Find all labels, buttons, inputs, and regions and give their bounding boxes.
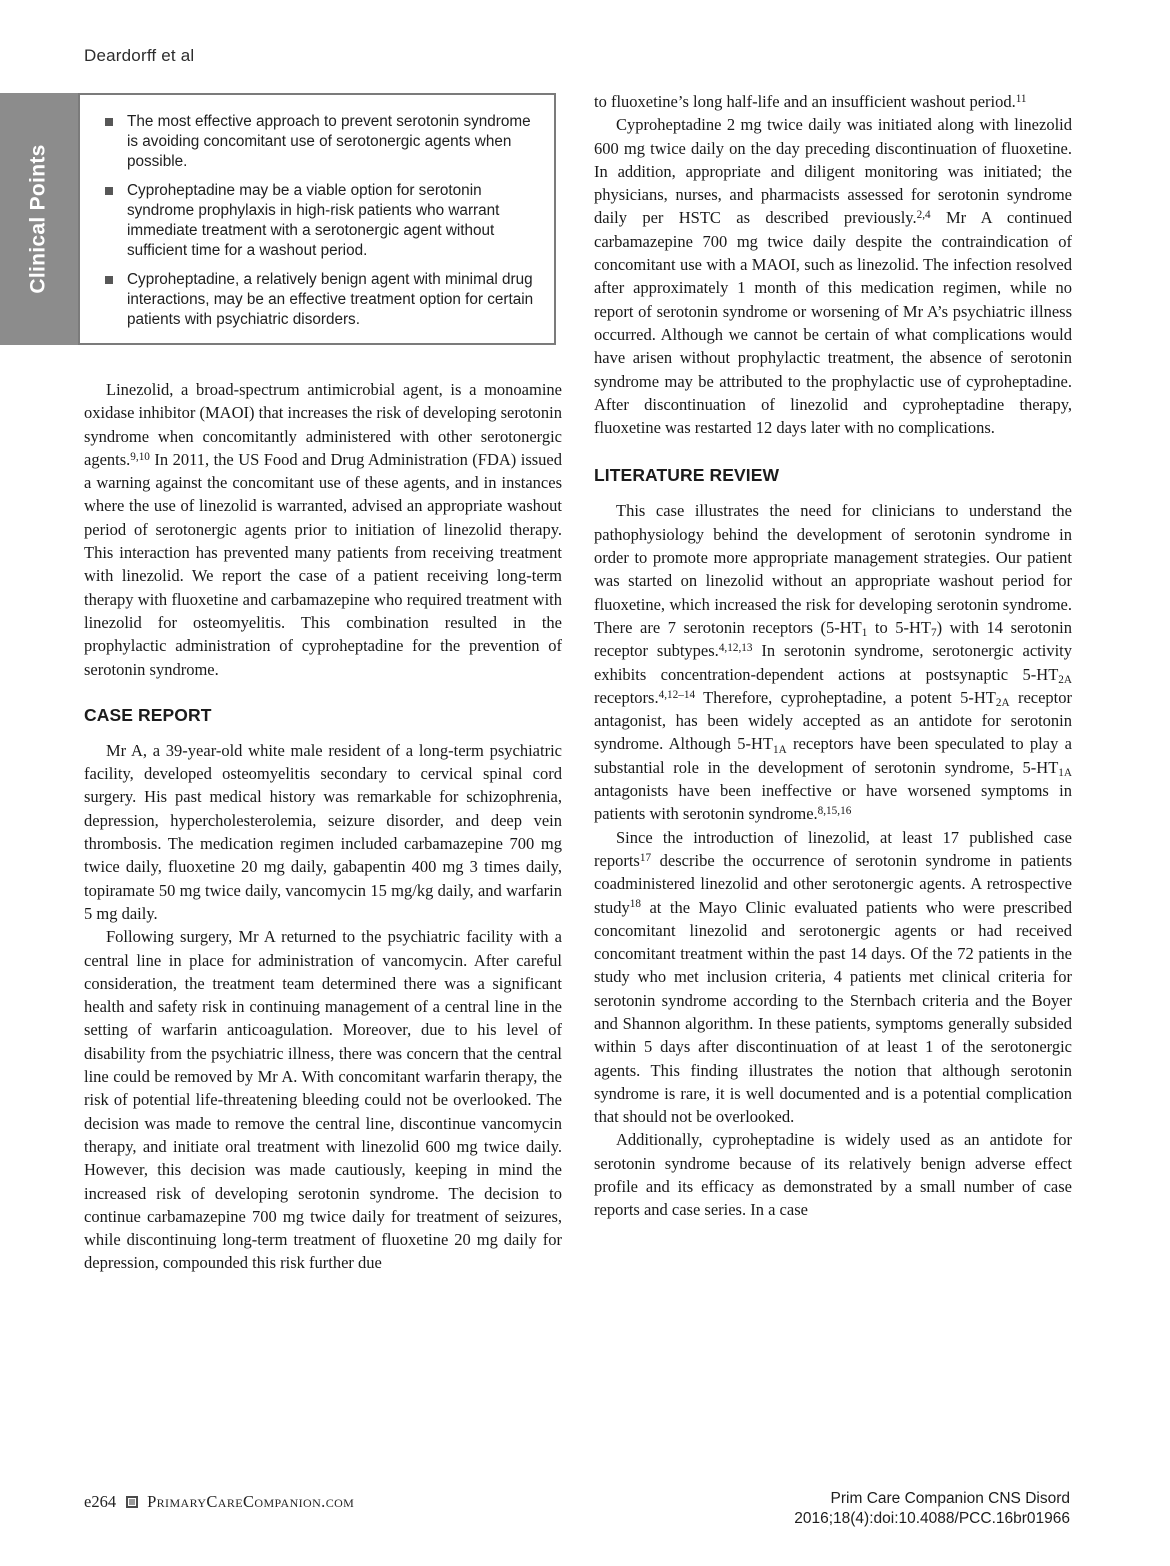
- clinical-point-text: Cyproheptadine, a relatively benign agent with minimal drug interactions, may be an effective treatment option for certain patients with psychiatric disorders.: [127, 271, 534, 328]
- case-report-heading: CASE REPORT: [84, 704, 212, 725]
- running-head: Deardorff et al: [84, 46, 195, 65]
- clinical-point-text: Cyproheptadine may be a viable option for serotonin syndrome prophylaxis in high-risk patients who warrant immediate treatment with a serotonergic agent without sufficient time for a washout period.: [127, 182, 500, 259]
- intro-paragraph: Linezolid, a broad-spectrum antimicrobial agent, is a monoamine oxidase inhibitor (MAOI) that increases the risk of developing serotonin syndrome when concomitantly administered with other serotonergic agents.$^{9,10}$ In 2011, the US Food and Drug Administration (FDA) issued a warning against the concomitant use of these agents, and in instances where the use of linezolid is warranted, advised an appropriate washout period of serotonergic agents prior to initiation of linezolid therapy. This interaction has prevented many patients from receiving treatment with linezolid. We report the case of a patient receiving long-term therapy with fluoxetine and carbamazepine who required treatment with linezolid for osteomyelitis. This combination resulted in the prophylactic administration of cyproheptadine for the prevention of serotonin syndrome.: [84, 380, 562, 679]
- clinical-points-callout: [0, 93, 556, 345]
- footer-left: [84, 1492, 354, 1512]
- clinical-points-tab-label: Clinical Points: [27, 144, 51, 294]
- square-bullet-icon: [105, 118, 113, 126]
- clinical-point-item: [105, 181, 536, 261]
- case-report-paragraph: Mr A, a 39-year-old white male resident of a long-term psychiatric facility, developed osteomyelitis secondary to cervical spinal cord surgery. His past medical history was remarkable for schizophrenia, depression, hypercholesterolemia, seizure disorder, and deep vein thrombosis. The medication regimen included carbamazepine 700 mg twice daily, fluoxetine 20 mg daily, gabapentin 400 mg 3 times daily, topiramate 50 mg twice daily, vancomycin 15 mg/kg daily, and warfarin 5 mg daily.: [84, 740, 562, 923]
- page-number: e264: [84, 1492, 117, 1511]
- clinical-point-item: [105, 270, 536, 330]
- journal-site: PrimaryCareCompanion.com: [147, 1492, 355, 1511]
- literature-review-paragraph: Additionally, cyproheptadine is widely used as an antidote for serotonin syndrome because of its relatively benign adverse effect profile and its efficacy as demonstrated by a small number of case reports and case series. In a case: [594, 1130, 1072, 1220]
- journal-name: Prim Care Companion CNS Disord: [830, 1490, 1070, 1507]
- literature-review-heading: LITERATURE REVIEW: [594, 465, 780, 486]
- clinical-points-box: [78, 93, 556, 345]
- square-bullet-icon: [105, 276, 113, 284]
- citation-doi: 2016;18(4):doi:10.4088/PCC.16br01966: [794, 1509, 1070, 1527]
- left-column: [84, 378, 562, 1275]
- right-column: [594, 90, 1072, 1222]
- clinical-points-tab: [0, 93, 78, 345]
- literature-review-paragraph: Since the introduction of linezolid, at least 17 published case reports$^{17}$ describe the occurrence of serotonin syndrome in patients coadministered linezolid and other serotonergic agents. A retrospective study$^{18}$ at the Mayo Clinic evaluated patients who were prescribed concomitant linezolid and serotonergic agents or had received concomitant treatment within the past 14 days. Of the 72 patients in the study who met inclusion criteria, 4 patients met clinical criteria for serotonin syndrome according to the Sternbach criteria and the Boyer and Shannon algorithm. In these patients, symptoms generally subsided within 5 days after discontinuation of at least 1 of the serotonergic agents. This finding illustrates the notion that although serotonin syndrome is rare, it is well documented and is a potential complication that should not be overlooked.: [594, 827, 1072, 1127]
- clinical-point-item: [105, 112, 536, 172]
- case-report-paragraph: Cyproheptadine 2 mg twice daily was initiated along with linezolid 600 mg twice daily on the day preceding discontinuation of fluoxetine. In addition, appropriate and diligent monitoring was initiated; the physicians, nurses, and pharmacists assessed for serotonin syndrome daily per HSTC as described previously.$^{2,4}$ Mr A continued carbamazepine 700 mg twice daily despite the contraindication of concomitant use with a MAOI, such as linezolid. The infection resolved after approximately 1 month of this medication regimen, while no report of serotonin syndrome or worsening of Mr A’s psychiatric illness occurred. Although we cannot be certain of what complications would have arisen without prophylactic treatment, the absence of serotonin syndrome may be attributed to the prophylactic use of cyproheptadine. After discontinuation of linezolid and cyproheptadine therapy, fluoxetine was restarted 12 days later with no complications.: [594, 115, 1073, 438]
- literature-review-paragraph: This case illustrates the need for clinicians to understand the pathophysiology behind the development of serotonin syndrome in order to promote more appropriate management strategies. Our patient was started on linezolid without an appropriate washout period for fluoxetine, which increased the risk for developing serotonin syndrome. There are 7 serotonin receptors ($5-HT_1$ to $5-HT_7$) with 14 serotonin receptor subtypes.$^{4,12,13}$ In serotonin syndrome, serotonergic activity exhibits concentration-dependent actions at postsynaptic $5-HT_{2A}$ receptors.$^{4,12-14}$ Therefore, cyproheptadine, a potent $5-HT_{2A}$ receptor antagonist, has been widely accepted as an antidote for serotonin syndrome. Although $5-HT_{1A}$ receptors have been speculated to play a substantial role in the development of serotonin syndrome, $5-HT_{1A}$ antagonists have been ineffective or have worsened symptoms in patients with serotonin syndrome.$^{8,15,16}$: [594, 501, 1072, 824]
- footer-right: [794, 1489, 1070, 1528]
- square-bullet-icon: [105, 187, 113, 195]
- clinical-point-text: The most effective approach to prevent serotonin syndrome is avoiding concomitant use of serotonergic agents when possible.: [127, 113, 531, 170]
- continuation-paragraph: to fluoxetine’s long half-life and an insufficient washout period.$^{11}$: [594, 92, 1027, 111]
- case-report-paragraph: Following surgery, Mr A returned to the psychiatric facility with a central line in place for administration of vancomycin. After careful consideration, the treatment team determined there was a significant health and safety risk in continuing management of a central line in the setting of warfarin anticoagulation. Moreover, due to his level of disability from the psychiatric illness, there was concern that the central line could be removed by Mr A. With concomitant warfarin therapy, the risk of potential life-threatening bleeding could not be overlooked. The decision was made to remove the central line, discontinue vancomycin therapy, and initiate oral treatment with linezolid 600 mg twice daily. However, this decision was made cautiously, keeping in mind the increased risk of developing serotonin syndrome. The decision to continue carbamazepine 700 mg twice daily for treatment of seizures, while discontinuing long-term treatment of fluoxetine 20 mg daily for depression, compounded this risk further due: [84, 927, 562, 1273]
- journal-square-icon: [126, 1496, 138, 1508]
